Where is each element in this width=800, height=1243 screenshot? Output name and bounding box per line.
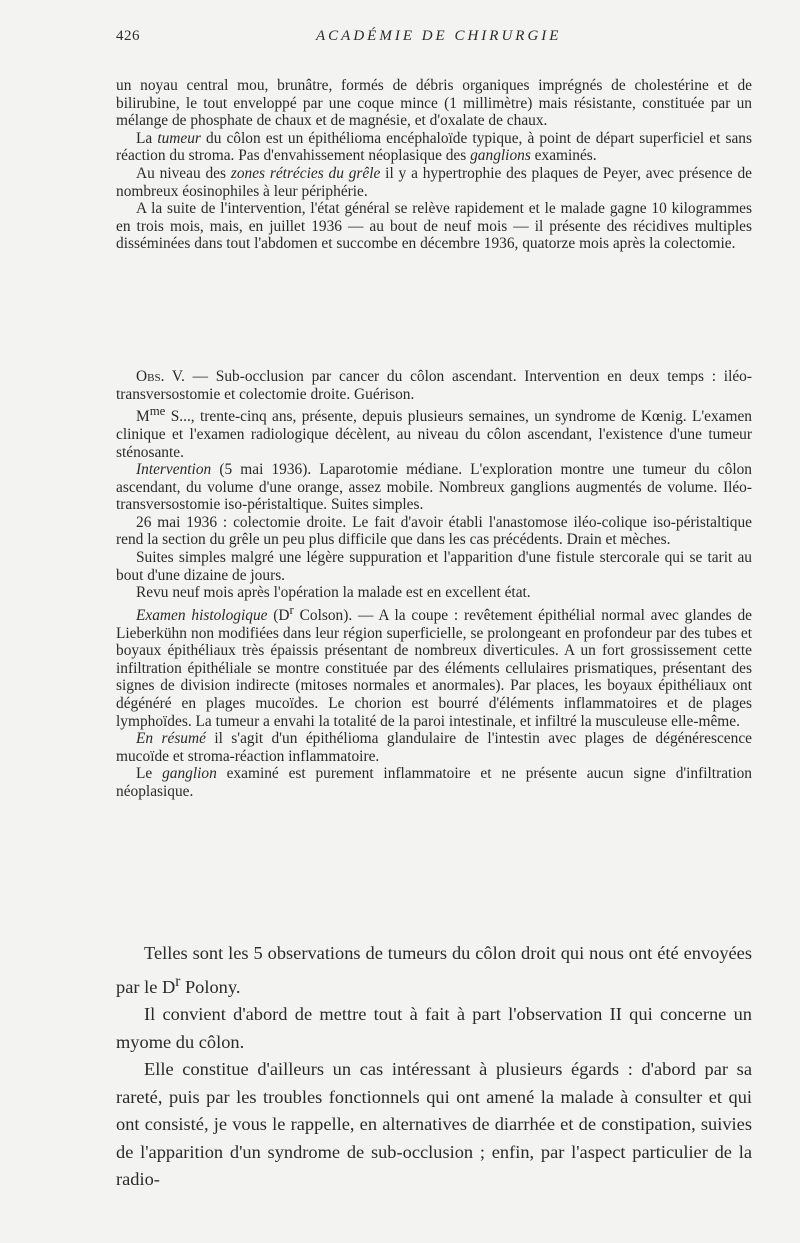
discussion bbox=[116, 940, 752, 1194]
paragraph: La tumeur du côlon est un épithélioma encéphaloïde typique, à point de départ superficiel et sans réaction du stroma. Pas d'envahissement néoplasique des ganglions examinés. bbox=[116, 129, 752, 165]
running-title: ACADÉMIE DE CHIRURGIE bbox=[316, 28, 562, 44]
observation-label: Obs. V. bbox=[136, 368, 185, 385]
paragraph: Le ganglion examiné est purement inflammatoire et ne présente aucun signe d'infiltration néoplasique. bbox=[116, 765, 752, 800]
observation-v bbox=[116, 368, 752, 801]
paragraph: Telles sont les 5 observations de tumeurs du côlon droit qui nous ont été envoyées par le $D^r$ Polony. bbox=[116, 943, 752, 997]
paragraph: Revu neuf mois après l'opération la malade est en excellent état. bbox=[136, 584, 531, 602]
paragraph: Examen histologique ($D^r$ Colson). — A la coupe : revêtement épithélial normal avec glandes de Lieberkühn non modifiées dans leur région superficielle, se prolongeant en profondeur par des tubes et boyaux épithéliaux très épaissis présentant de nombreux diverticules. A un fort grossissement cette infiltration épithéliale se montre constituée par des éléments cellulaires prismatiques, présentant des signes de division indirecte (mitoses normales et anormales). Par places, les boyaux épithéliaux ont dégénéré en plages mucoïdes. Le chorion est bourré d'éléments inflammatoires et de plages lymphoïdes. La tumeur a envahi la totalité de la paroi intestinale, et infiltré la musculeuse elle-même. bbox=[116, 602, 753, 730]
page-header bbox=[116, 28, 740, 52]
case-continuation bbox=[116, 77, 752, 253]
paragraph: Intervention (5 mai 1936). Laparotomie médiane. L'exploration montre une tumeur du côlon ascendant, du volume d'une orange, assez mobile. Nombreux ganglions augmentés de volume. Iléo-transversostomie iso-péristaltique. Suites simples. bbox=[116, 461, 752, 514]
paragraph: $M^{me}$ S..., trente-cinq ans, présente, depuis plusieurs semaines, un syndrome de Kœnig. L'examen clinique et l'examen radiologique décèlent, au niveau du côlon ascendant, l'existence d'une tumeur sténosante. bbox=[116, 404, 752, 461]
paragraph: un noyau central mou, brunâtre, formés de débris organiques imprégnés de cholestérine et de bilirubine, le tout enveloppé par une coque mince (1 millimètre) mais résistante, constituée par un mélange de phosphate de chaux et de magnésie, et d'oxalate de chaux. bbox=[116, 77, 752, 130]
paragraph: Suites simples malgré une légère suppuration et l'apparition d'une fistule stercorale qui se tarit au bout d'une dizaine de jours. bbox=[116, 549, 752, 584]
observation-title: Obs. V. — Sub-occlusion par cancer du côlon ascendant. Intervention en deux temps : iléo-transversostomie et colectomie droite. Guérison. bbox=[116, 368, 752, 403]
paragraph: 26 mai 1936 : colectomie droite. Le fait d'avoir établi l'anastomose iléo-colique iso-péristaltique rend la section du grêle un peu plus difficile que dans les cas précédents. Drain et mèches. bbox=[116, 513, 752, 549]
paragraph: Au niveau des zones rétrécies du grêle il y a hypertrophie des plaques de Peyer, avec présence de nombreux éosinophiles à leur périphérie. bbox=[116, 164, 752, 200]
paragraph: A la suite de l'intervention, l'état général se relève rapidement et le malade gagne 10 kilogrammes en trois mois, mais, en juillet 1936 — au bout de neuf mois — il présente des récidives multiples disséminées dans tout l'abdomen et succombe en décembre 1936, quatorze mois après la colectomie. bbox=[116, 200, 752, 253]
page-number: 426 bbox=[116, 28, 140, 44]
paragraph: Il convient d'abord de mettre tout à fait à part l'observation II qui concerne un myome du côlon. bbox=[116, 1004, 752, 1052]
paragraph: Elle constitue d'ailleurs un cas intéressant à plusieurs égards : d'abord par sa rareté, puis par les troubles fonctionnels qui ont amené la malade à consulter et qui ont consisté, je vous le rappelle, en alternatives de diarrhée et de constipation, suivies de l'apparition d'un syndrome de sub-occlusion ; enfin, par l'aspect particulier de la radio- bbox=[116, 1059, 752, 1190]
paragraph: En résumé il s'agit d'un épithélioma glandulaire de l'intestin avec plages de dégénérescence mucoïde et stroma-réaction inflammatoire. bbox=[116, 730, 752, 765]
